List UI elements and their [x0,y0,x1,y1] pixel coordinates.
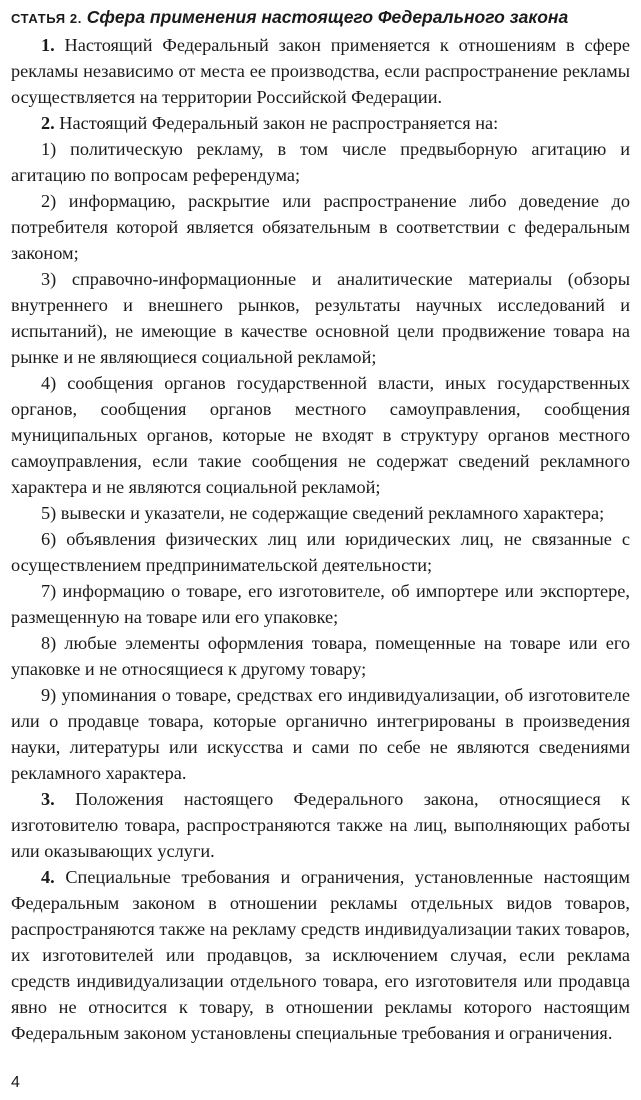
paragraph [11,630,630,682]
paragraph [11,500,630,526]
article-label: СТАТЬЯ 2. [11,11,82,26]
paragraph-text: Настоящий Федеральный закон применяется к отношениям в сфере рекламы независимо от места ее производства, если распространение рекламы осуществляется на территории Российской Федерации. [11,35,630,107]
paragraph [11,110,630,136]
article-body [11,32,630,1046]
paragraph-text: 6) объявления физических лиц или юридических лиц, не связанные с осуществлением предпринимательской деятельности; [11,529,630,575]
paragraph-text: Специальные требования и ограничения, установленные настоящим Федеральным законом в отношении рекламы отдельных видов товаров, распространяются также на рекламу средств индивидуализации таких товаров, их изготовителей или продавцов, за исключением случая, если реклама средств индивидуализации отдельного товара, его изготовителя или продавца явно не относится к товару, в отношении рекламы которого настоящим Федеральным законом установлены специальные требования и ограничения. [11,867,630,1043]
article-title: Сфера применения настоящего Федерального закона [86,7,569,27]
paragraph-text: 1) политическую рекламу, в том числе предвыборную агитацию и агитацию по вопросам референдума; [11,139,630,185]
paragraph-text: 4) сообщения органов государственной власти, иных государственных органов, сообщения органов местного самоуправления, сообщения муниципальных органов, которые не входят в структуру органов местного самоуправления, если такие сообщения не содержат сведений рекламного характера и не являются социальной рекламой; [11,373,630,497]
paragraph [11,578,630,630]
paragraph [11,370,630,500]
paragraph [11,526,630,578]
paragraph-text: Настоящий Федеральный закон не распространяется на: [59,113,499,133]
paragraph-text: 7) информацию о товаре, его изготовителе, об импортере или экспортере, размещенную на товаре или его упаковке; [11,581,630,627]
paragraph [11,864,630,1046]
paragraph-number: 3. [41,789,55,809]
paragraph-number: 4. [41,867,55,887]
paragraph [11,32,630,110]
paragraph-text: Положения настоящего Федерального закона, относящиеся к изготовителю товара, распространяются также на лиц, выполняющих работы или оказывающих услуги. [11,789,630,861]
page-number: 4 [11,1074,20,1091]
paragraph [11,188,630,266]
paragraph-text: 5) вывески и указатели, не содержащие сведений рекламного характера; [41,503,605,523]
paragraph [11,136,630,188]
paragraph [11,786,630,864]
paragraph [11,266,630,370]
paragraph-number: 1. [41,35,55,55]
paragraph-text: 3) справочно-информационные и аналитические материалы (обзоры внутреннего и внешнего рынков, результаты научных исследований и испытаний), не имеющие в качестве основной цели продвижение товара на рынке и не являющиеся социальной рекламой; [11,269,630,367]
paragraph-number: 2. [41,113,55,133]
paragraph-text: 8) любые элементы оформления товара, помещенные на товаре или его упаковке и не относящиеся к другому товару; [11,633,630,679]
paragraph-text: 2) информацию, раскрытие или распространение либо доведение до потребителя которой является обязательным в соответствии с федеральным законом; [11,191,630,263]
paragraph-text: 9) упоминания о товаре, средствах его индивидуализации, об изготовителе или о продавце товара, которые органично интегрированы в произведения науки, литературы или искусства и сами по себе не являются сведениями рекламного характера. [11,685,630,783]
article-heading [11,6,630,30]
paragraph [11,682,630,786]
